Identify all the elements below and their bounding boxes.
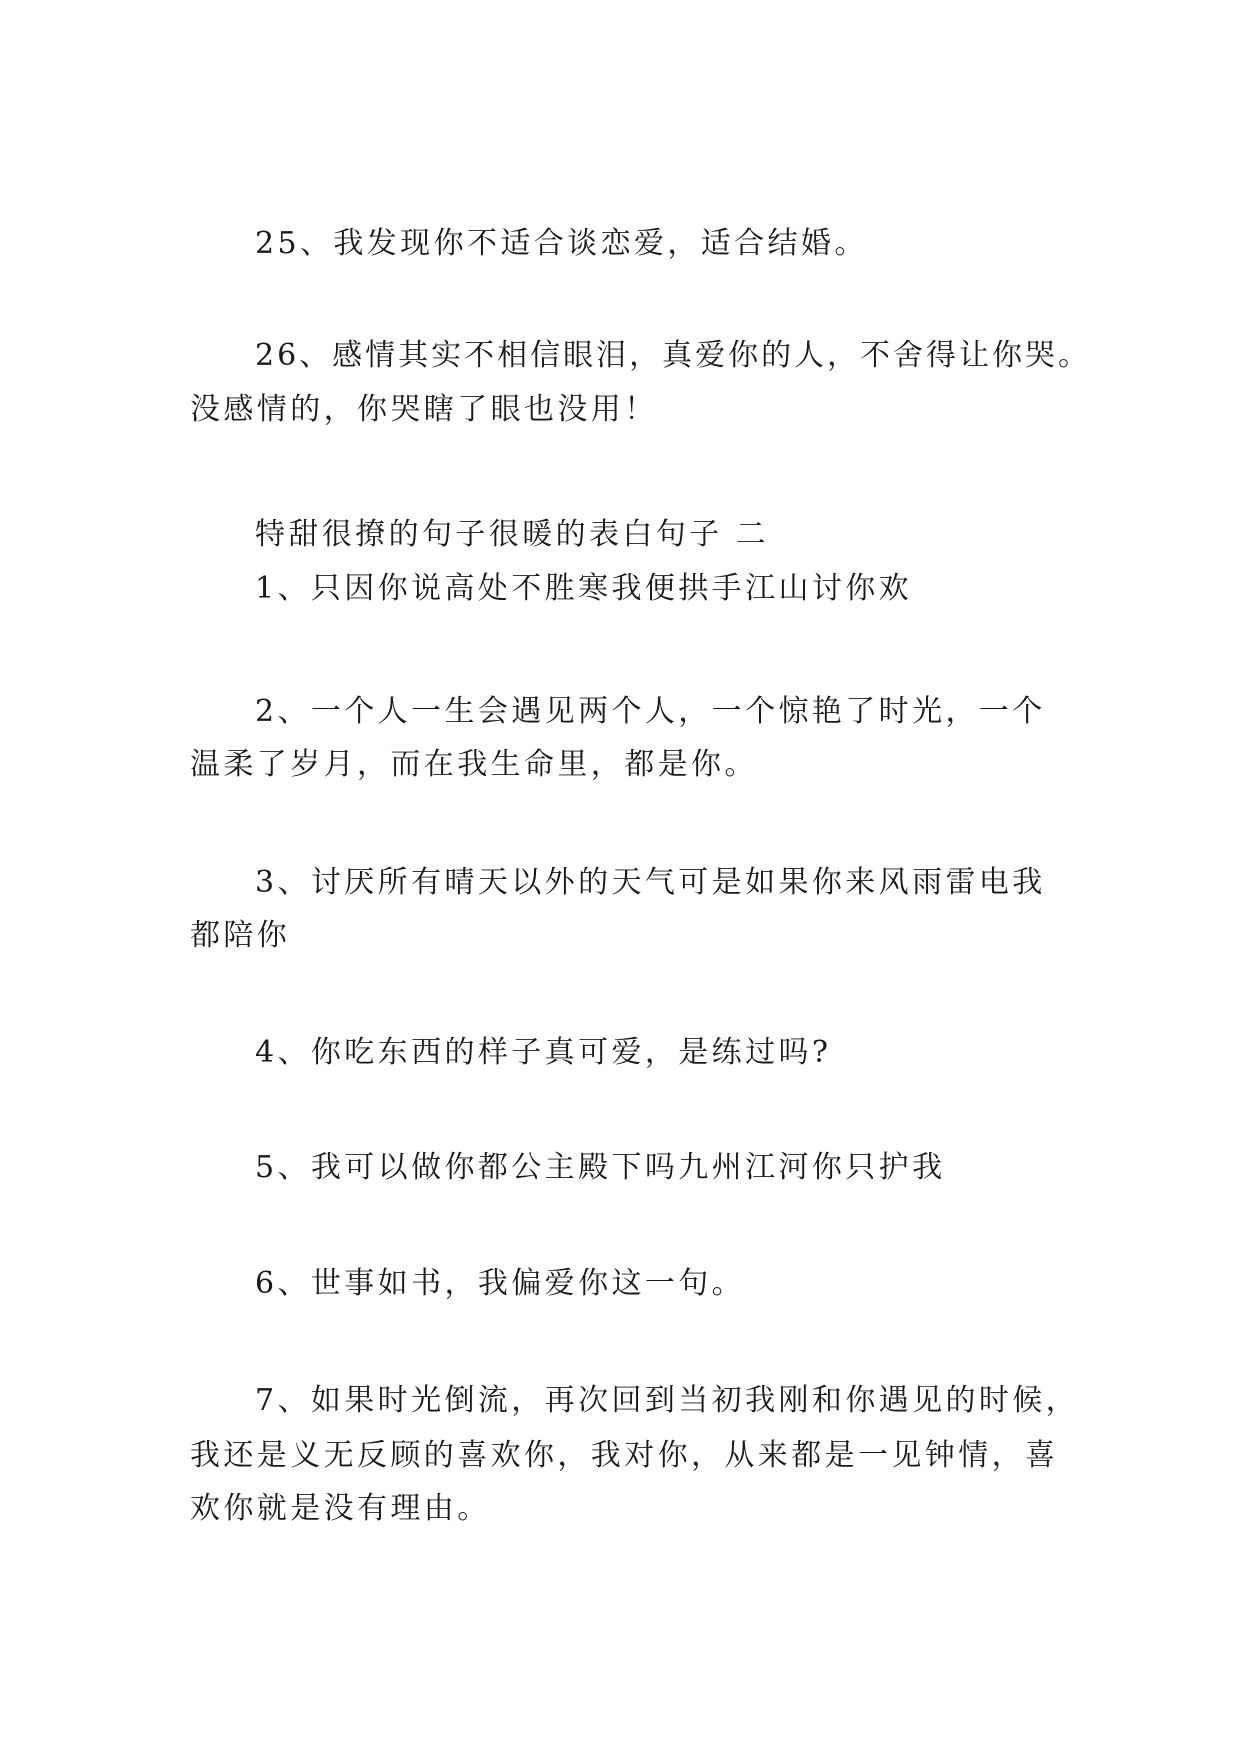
item-2-line-2: 温柔了岁月，而在我生命里，都是你。 [190, 747, 758, 782]
item-1-line-1: 1、只因你说高处不胜寒我便拱手江山讨你欢 [255, 571, 913, 606]
item-3-line-1: 3、讨厌所有晴天以外的天气可是如果你来风雨雷电我 [255, 865, 1046, 900]
item-5-line-1: 5、我可以做你都公主殿下吗九州江河你只护我 [255, 1150, 946, 1185]
section-heading: 特甜很撩的句子很暖的表白句子 二 [255, 517, 769, 552]
item-3-line-2: 都陪你 [190, 918, 291, 953]
item-2-line-1: 2、一个人一生会遇见两个人，一个惊艳了时光，一个 [255, 694, 1046, 729]
item-4-line-1: 4、你吃东西的样子真可爱，是练过吗? [255, 1035, 832, 1070]
paragraph-25-line-1: 25、我发现你不适合谈恋爱，适合结婚。 [255, 226, 868, 261]
paragraph-26-line-2: 没感情的，你哭瞎了眼也没用！ [190, 392, 658, 427]
item-7-line-1: 7、如果时光倒流，再次回到当初我刚和你遇见的时候， [255, 1383, 1080, 1418]
item-7-line-3: 欢你就是没有理由。 [190, 1491, 491, 1526]
paragraph-26-line-1: 26、感情其实不相信眼泪，真爱你的人，不舍得让你哭。 [255, 338, 1091, 373]
item-7-line-2: 我还是义无反顾的喜欢你，我对你，从来都是一见钟情，喜 [190, 1438, 1059, 1473]
item-6-line-1: 6、世事如书，我偏爱你这一句。 [255, 1266, 746, 1301]
